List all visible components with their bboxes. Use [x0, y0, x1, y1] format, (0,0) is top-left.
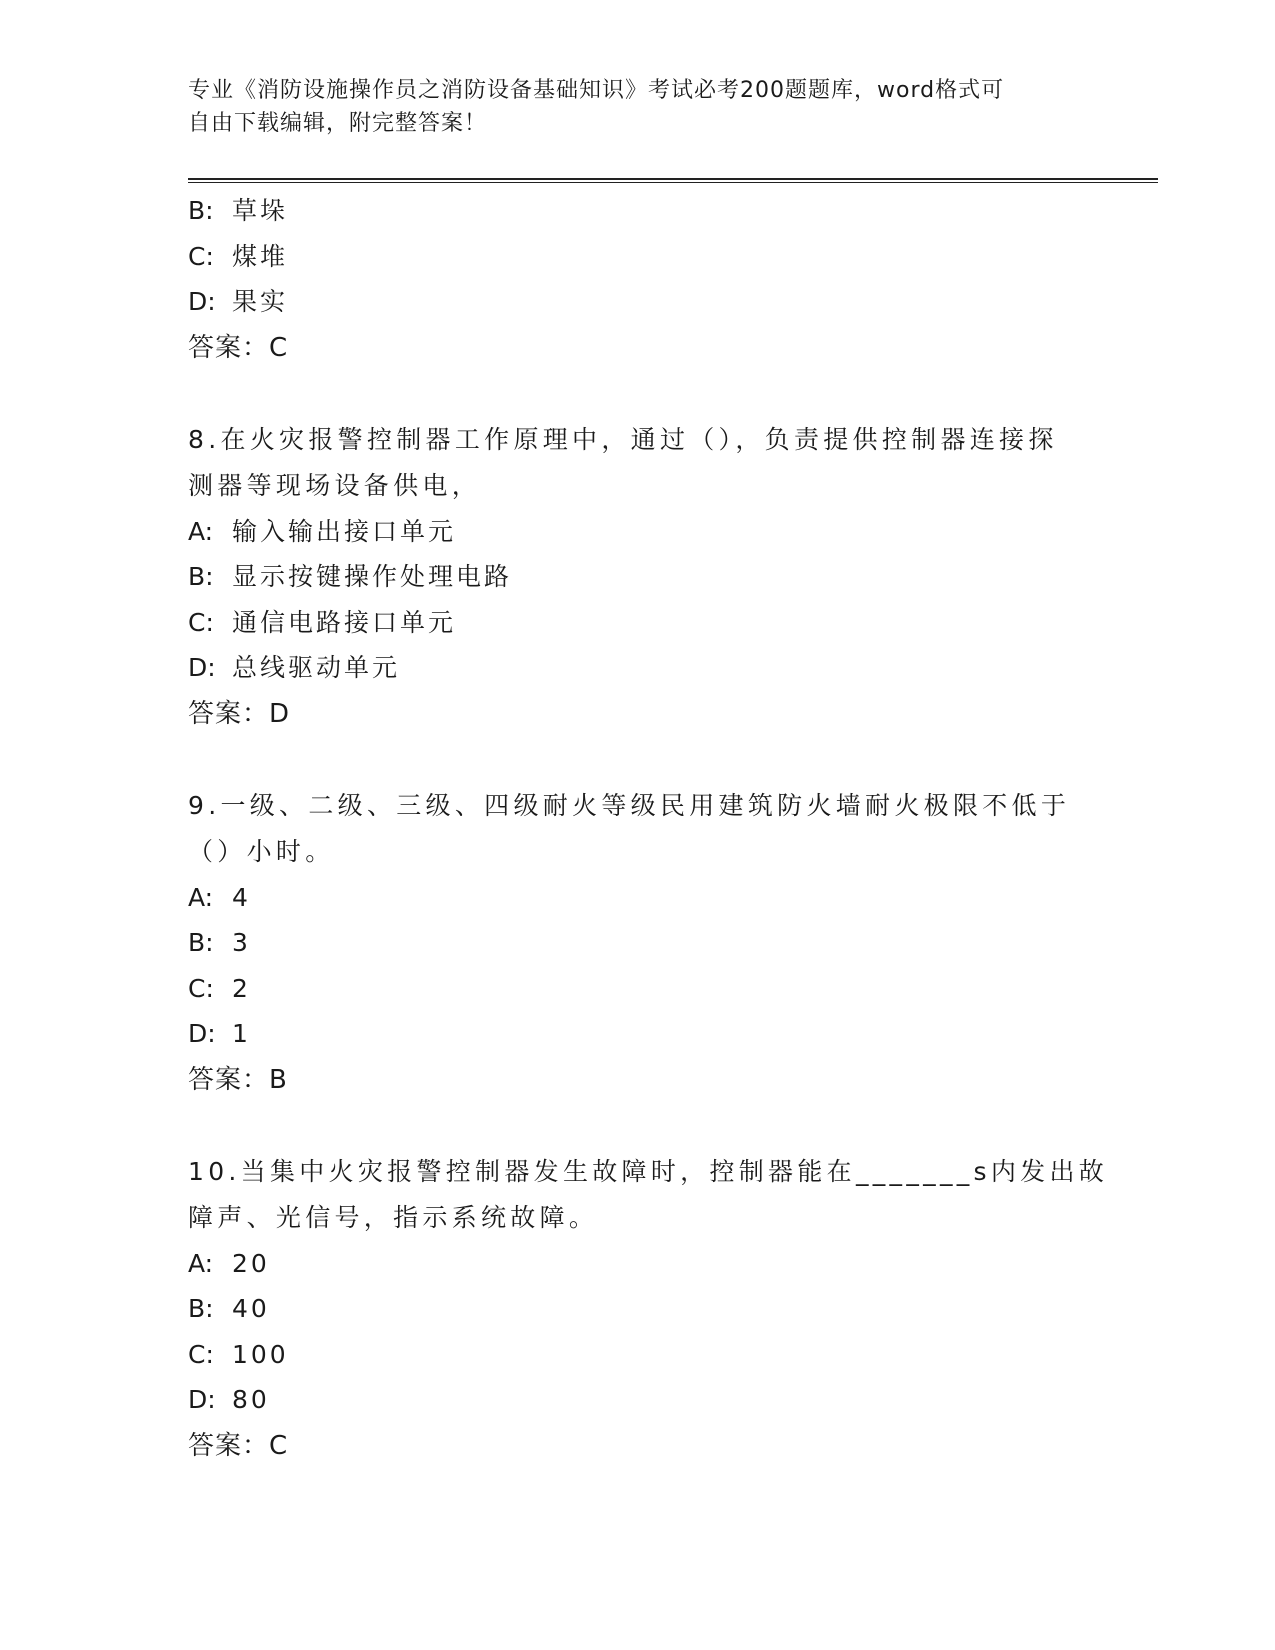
option-text: 1	[232, 1019, 251, 1048]
option-text: 输入输出接口单元	[232, 516, 457, 546]
option-text: 果实	[232, 287, 289, 316]
option-letter: A:	[188, 516, 214, 546]
option-text: 3	[232, 928, 251, 957]
answer-line: 答案：B	[188, 1064, 288, 1095]
option-letter: A:	[188, 882, 214, 912]
option-text: 2	[232, 973, 251, 1003]
question-text-line-1: 8.在火灾报警控制器工作原理中，通过（），负责提供控制器连接探	[188, 424, 1058, 454]
option-letter: C:	[188, 607, 214, 637]
option-letter: D:	[188, 653, 216, 682]
option-d	[188, 1377, 1158, 1423]
option-text: 100	[232, 1339, 289, 1369]
option-c	[188, 600, 1158, 646]
option-text: 总线驱动单元	[232, 653, 401, 682]
option-d	[188, 1011, 1158, 1057]
spacer	[188, 737, 1158, 783]
document-page	[188, 0, 1158, 1650]
option-text: 草垛	[232, 196, 289, 225]
option-b	[188, 920, 1158, 966]
option-d	[188, 645, 1158, 691]
option-text: 4	[232, 882, 251, 912]
option-letter: D:	[188, 1019, 216, 1048]
question-text-line-2: 测器等现场设备供电，	[188, 470, 482, 500]
option-b	[188, 1286, 1158, 1332]
header-title-line-2: 自由下载编辑，附完整答案！	[188, 111, 488, 136]
option-text: 40	[232, 1294, 270, 1323]
option-text: 80	[232, 1385, 270, 1414]
question-text-line-1: 10.当集中火灾报警控制器发生故障时，控制器能在_______s内发出故	[188, 1156, 1109, 1186]
option-letter: A:	[188, 1248, 214, 1278]
option-c	[188, 1332, 1158, 1378]
spacer	[188, 371, 1158, 417]
option-b	[188, 188, 1158, 234]
option-letter: D:	[188, 1385, 216, 1414]
option-letter: C:	[188, 973, 214, 1003]
option-letter: B:	[188, 562, 214, 591]
option-d	[188, 279, 1158, 325]
option-c	[188, 966, 1158, 1012]
question-8	[188, 417, 1158, 737]
option-letter: C:	[188, 1339, 214, 1369]
option-a	[188, 1241, 1158, 1287]
option-text: 20	[232, 1248, 270, 1278]
option-letter: B:	[188, 196, 214, 225]
option-text: 煤堆	[232, 241, 289, 271]
header-divider	[188, 178, 1158, 183]
option-text: 通信电路接口单元	[232, 607, 457, 637]
option-letter: B:	[188, 928, 214, 957]
spacer	[188, 1103, 1158, 1149]
option-b	[188, 554, 1158, 600]
option-a	[188, 875, 1158, 921]
question-7-continued	[188, 188, 1158, 371]
answer-line: 答案：D	[188, 698, 291, 729]
header-title-line-1: 专业《消防设施操作员之消防设备基础知识》考试必考200题题库，word格式可	[188, 78, 1005, 103]
answer-line: 答案：C	[188, 332, 289, 363]
answer-line: 答案：C	[188, 1430, 289, 1461]
question-text-line-2: （）小时。	[188, 836, 335, 866]
question-9	[188, 783, 1158, 1103]
question-text-line-2: 障声、光信号，指示系统故障。	[188, 1202, 599, 1232]
question-text-line-1: 9.一级、二级、三级、四级耐火等级民用建筑防火墙耐火极限不低于	[188, 790, 1071, 820]
question-list	[188, 188, 1158, 1469]
question-10	[188, 1149, 1158, 1469]
document-header	[188, 74, 1088, 140]
option-a	[188, 509, 1158, 555]
option-c	[188, 234, 1158, 280]
option-letter: C:	[188, 241, 214, 271]
option-letter: B:	[188, 1294, 214, 1323]
option-letter: D:	[188, 287, 216, 316]
option-text: 显示按键操作处理电路	[232, 562, 513, 591]
